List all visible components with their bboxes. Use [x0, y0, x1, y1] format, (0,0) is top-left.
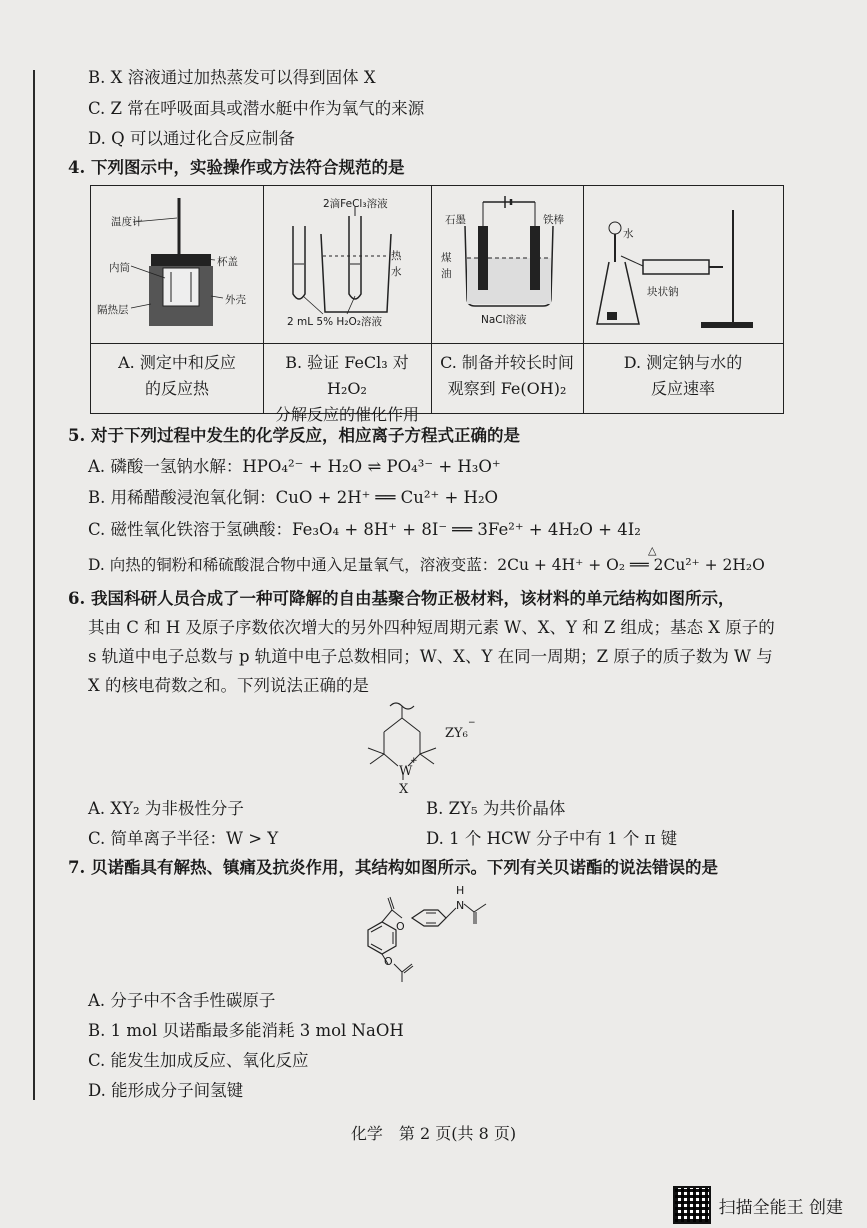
label-fecl3-drops: 2滴FeCl₃溶液 — [323, 198, 388, 210]
label-shell: 外壳 — [225, 294, 246, 306]
watermark-text: 扫描全能王 创建 — [718, 1197, 843, 1218]
q6-option-d: D. 1 个 HCW 分子中有 1 个 π 键 — [426, 829, 678, 848]
label-kerosene-1: 煤 — [441, 252, 452, 264]
q5-option-d: D. 向热的铜粉和稀硫酸混合物中通入足量氧气，溶液变蓝：2Cu + 4H⁺ + O₂ ══ 2Cu²⁺ + 2H₂O — [88, 556, 765, 574]
caption-c: C. 制备并较长时间 观察到 Fe(OH)₂ — [440, 353, 574, 398]
q7-option-a: A. 分子中不含手性碳原子 — [88, 991, 276, 1010]
benorilate-structure — [340, 880, 500, 984]
structure-o-ester: O — [396, 920, 405, 933]
q5-option-b: B. 用稀醋酸浸泡氧化铜：CuO + 2H⁺ ══ Cu²⁺ + H₂O — [88, 488, 499, 507]
q5-option-c: C. 磁性氧化铁溶于氢碘酸：Fe₃O₄ + 8H⁺ + 8I⁻ ══ 3Fe²⁺ + 4H₂O + 4I₂ — [88, 520, 641, 539]
label-iron-rod: 铁棒 — [543, 214, 564, 226]
q6-line4: X 的核电荷数之和。下列说法正确的是 — [88, 676, 369, 695]
caption-b: B. 验证 FeCl₃ 对 H₂O₂ 分解反应的催化作用 — [274, 353, 419, 424]
page-footer: 化学 第 2 页(共 8 页) — [350, 1124, 517, 1143]
q7-option-c: C. 能发生加成反应、氧化反应 — [88, 1051, 309, 1070]
label-lid: 杯盖 — [217, 256, 238, 268]
structure-o-acetoxy: O — [384, 955, 393, 968]
heat-symbol: △ — [648, 544, 657, 557]
caption-a: A. 测定中和反应 的反应热 — [118, 353, 236, 398]
q4-stem: 4. 下列图示中，实验操作或方法符合规范的是 — [68, 158, 405, 177]
q6-option-c: C. 简单离子半径：W > Y — [88, 829, 279, 848]
structure-x: X — [399, 782, 409, 797]
structure-minus: − — [468, 718, 476, 728]
q4-figure-table — [90, 185, 784, 424]
q7-stem: 7. 贝诺酯具有解热、镇痛及抗炎作用，其结构如图所示。下列有关贝诺酯的说法错误的是 — [68, 858, 718, 877]
q3-option-c: C. Z 常在呼吸面具或潜水艇中作为氧气的来源 — [88, 99, 425, 118]
q5-stem: 5. 对于下列过程中发生的化学反应，相应离子方程式正确的是 — [68, 426, 520, 445]
q5-option-a: A. 磷酸一氢钠水解：HPO₄²⁻ + H₂O ⇌ PO₄³⁻ + H₃O⁺ — [88, 457, 501, 476]
structure-w: W — [399, 764, 413, 779]
q6-line2: 其由 C 和 H 及原子序数依次增大的另外四种短周期元素 W、X、Y 和 Z 组成；基态 X 原子的 — [88, 618, 775, 637]
caption-d: D. 测定钠与水的 反应速率 — [623, 353, 743, 398]
label-sodium-block: 块状钠 — [647, 286, 679, 298]
structure-h: H — [456, 884, 465, 897]
q6-line3: s 轨道中电子总数与 p 轨道中电子总数相同；W、X、Y 在同一周期；Z 原子的质子数为 W 与 — [88, 647, 773, 666]
q6-line1: 6. 我国科研人员合成了一种可降解的自由基聚合物正极材料，该材料的单元结构如图所示， — [68, 589, 735, 608]
label-insulation: 隔热层 — [97, 304, 129, 316]
label-inner-cylinder: 内筒 — [109, 262, 130, 274]
q7-option-b: B. 1 mol 贝诺酯最多能消耗 3 mol NaOH — [88, 1021, 404, 1040]
q3-option-d: D. Q 可以通过化合反应制备 — [88, 129, 295, 148]
q6-option-b: B. ZY₅ 为共价晶体 — [426, 799, 566, 818]
label-kerosene-2: 油 — [441, 268, 452, 280]
scanner-watermark — [673, 1186, 843, 1224]
structure-plus: + — [410, 756, 418, 766]
label-hot-2: 水 — [391, 266, 402, 278]
structure-zy6: ZY₆ — [445, 726, 468, 741]
label-water: 水 — [623, 228, 634, 240]
q3-option-b: B. X 溶液通过加热蒸发可以得到固体 X — [88, 68, 376, 87]
label-nacl-solution: NaCl溶液 — [481, 314, 527, 326]
label-graphite: 石墨 — [445, 214, 466, 226]
sodium-water-figure — [583, 186, 783, 343]
structure-n: N — [456, 899, 465, 912]
label-thermometer: 温度计 — [111, 216, 143, 228]
q6-option-a: A. XY₂ 为非极性分子 — [88, 799, 244, 818]
label-h2o2-solution: 2 mL 5% H₂O₂溶液 — [287, 316, 383, 328]
q7-option-d: D. 能形成分子间氢键 — [88, 1081, 244, 1100]
binding-margin-line — [33, 70, 35, 1100]
polymer-unit-structure — [360, 700, 500, 792]
qr-code-icon — [673, 1186, 711, 1224]
label-hot-1: 热 — [391, 250, 402, 262]
